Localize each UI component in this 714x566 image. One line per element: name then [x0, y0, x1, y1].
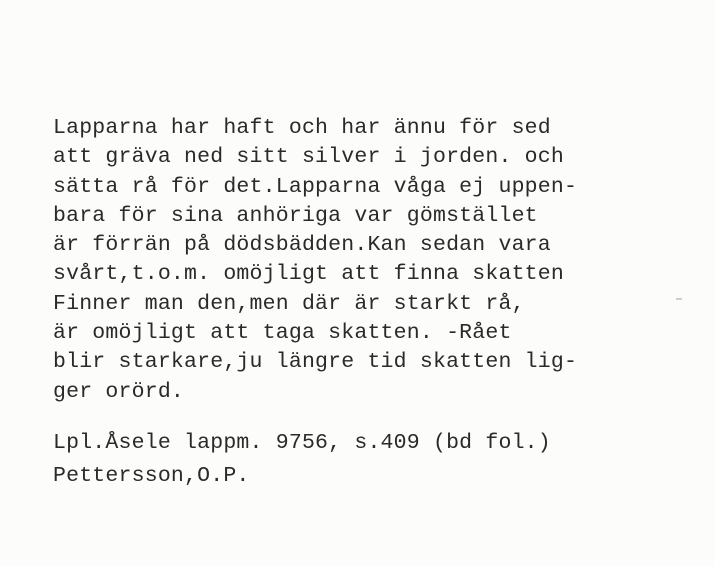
card-body-text — [53, 114, 708, 407]
text-line: är omöjligt att taga skatten. -Rået — [53, 321, 512, 346]
text-line: svårt,t.o.m. omöjligt att finna skatten — [53, 262, 564, 287]
text-line: bara för sina anhöriga var gömstället — [53, 203, 538, 228]
text-line: Finner man den,men där är starkt rå, — [53, 291, 525, 316]
text-line: sätta rå för det.Lapparna våga ej uppen- — [53, 174, 578, 199]
text-line: att gräva ned sitt silver i jorden. och — [53, 145, 564, 170]
text-line: ger orörd. — [53, 379, 185, 404]
archive-reference: Lpl.Åsele lappm. 9756, s.409 (bd fol.) — [53, 431, 551, 455]
text-line: är förrän på dödsbädden.Kan sedan vara — [53, 233, 551, 258]
text-line: Lapparna har haft och har ännu för sed — [53, 116, 551, 140]
informant-name: Pettersson,O.P. — [53, 464, 250, 488]
text-line: blir starkare,ju längre tid skatten lig- — [53, 350, 578, 375]
source-reference — [53, 427, 708, 493]
ink-smudge — [676, 298, 682, 300]
